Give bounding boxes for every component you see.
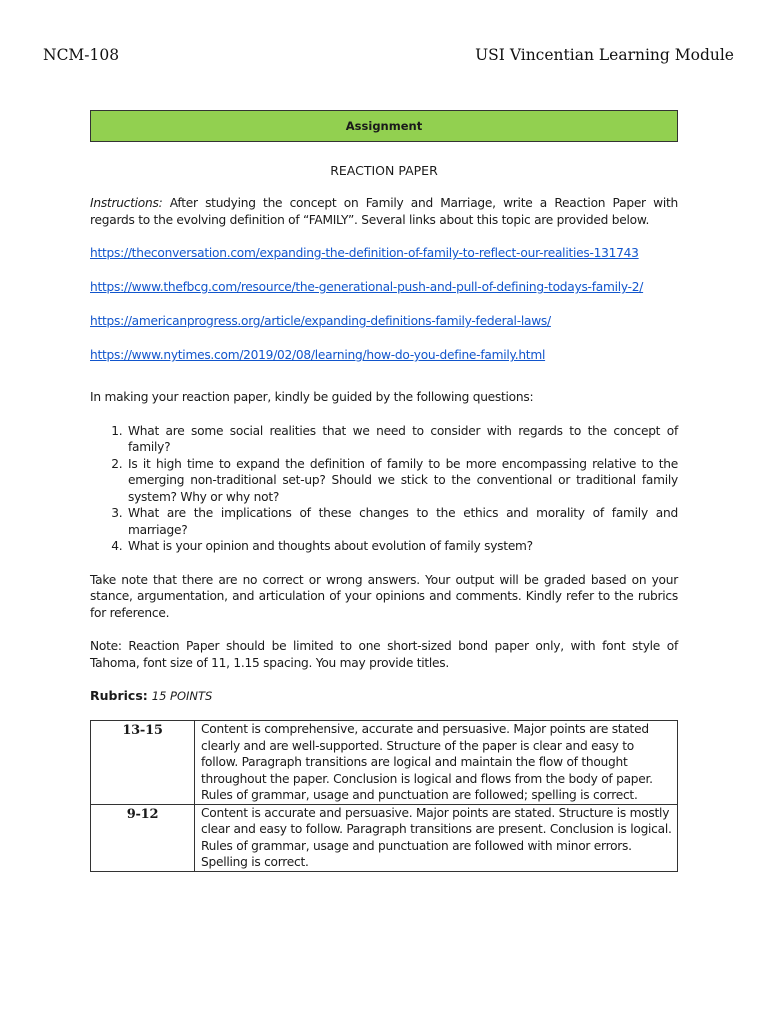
module-title: USI Vincentian Learning Module [475, 46, 734, 64]
score-cell: 9-12 [91, 804, 195, 871]
assignment-banner [90, 110, 678, 142]
resource-links [90, 245, 678, 363]
take-note-paragraph: Take note that there are no correct or wrong answers. Your output will be graded based on your stance, argumentation, and articulation of your opinions and comments. Kindly refer to the rubrics for reference. [90, 572, 678, 620]
question-item: 1. What are some social realities that we need to consider with regards to the concept of family? [126, 423, 678, 456]
link-thefbcg[interactable]: https://www.thefbcg.com/resource/the-generational-push-and-pull-of-defining-todays-family-2/ [90, 280, 644, 294]
course-code: NCM-108 [43, 46, 120, 64]
question-item: 4. What is your opinion and thoughts about evolution of family system? [126, 538, 678, 555]
link-americanprogress[interactable]: https://americanprogress.org/article/expanding-definitions-family-federal-laws/ [90, 314, 551, 328]
instructions-text: After studying the concept on Family and Marriage, write a Reaction Paper with regards to the evolving definition of “FAMILY”. Several links about this topic are provided below. [90, 196, 678, 227]
question-item: 3. What are the implications of these changes to the ethics and morality of family and marriage? [126, 505, 678, 538]
link-nytimes[interactable]: https://www.nytimes.com/2019/02/08/learning/how-do-you-define-family.html [90, 348, 546, 362]
questions-list [90, 423, 678, 555]
rubrics-heading [90, 688, 678, 703]
guided-text: In making your reaction paper, kindly be guided by the following questions: [90, 390, 534, 404]
instructions-paragraph [90, 195, 678, 228]
table-row [91, 804, 678, 871]
description-cell: Content is accurate and persuasive. Major points are stated. Structure is mostly clear and easy to follow. Paragraph transitions are present. Conclusion is logical. Rules of grammar, usage and punctuation are followed with minor errors. Spelling is correct. [195, 804, 678, 871]
score-cell: 13-15 [91, 721, 195, 805]
rubrics-points: 15 POINTS [151, 689, 213, 703]
instructions-lead: Instructions: [90, 196, 163, 210]
question-item: 2. Is it high time to expand the definition of family to be more encompassing relative to the emerging non-traditional set-up? Should we stick to the conventional or traditional family system? Why or why not? [126, 456, 678, 506]
rubrics-label: Rubrics: [90, 688, 148, 703]
note-paragraph: Note: Reaction Paper should be limited to one short-sized bond paper only, with font style of Tahoma, font size of 11, 1.15 spacing. You may provide titles. [90, 639, 678, 670]
rubrics-table [90, 720, 678, 872]
table-row [91, 721, 678, 805]
document-body [90, 110, 678, 872]
assignment-label: Assignment [345, 119, 423, 133]
description-cell: Content is comprehensive, accurate and persuasive. Major points are stated clearly and are well-supported. Structure of the paper is clear and easy to follow. Paragraph transitions are logical and maintain the flow of thought throughout the paper. Conclusion is logical and flows from the body of paper. Rules of grammar, usage and punctuation are followed; spelling is correct. [195, 721, 678, 805]
link-theconversation[interactable]: https://theconversation.com/expanding-the-definition-of-family-to-reflect-our-realities-131743 [90, 246, 639, 260]
paper-title: REACTION PAPER [330, 163, 438, 178]
page-header [43, 46, 734, 64]
